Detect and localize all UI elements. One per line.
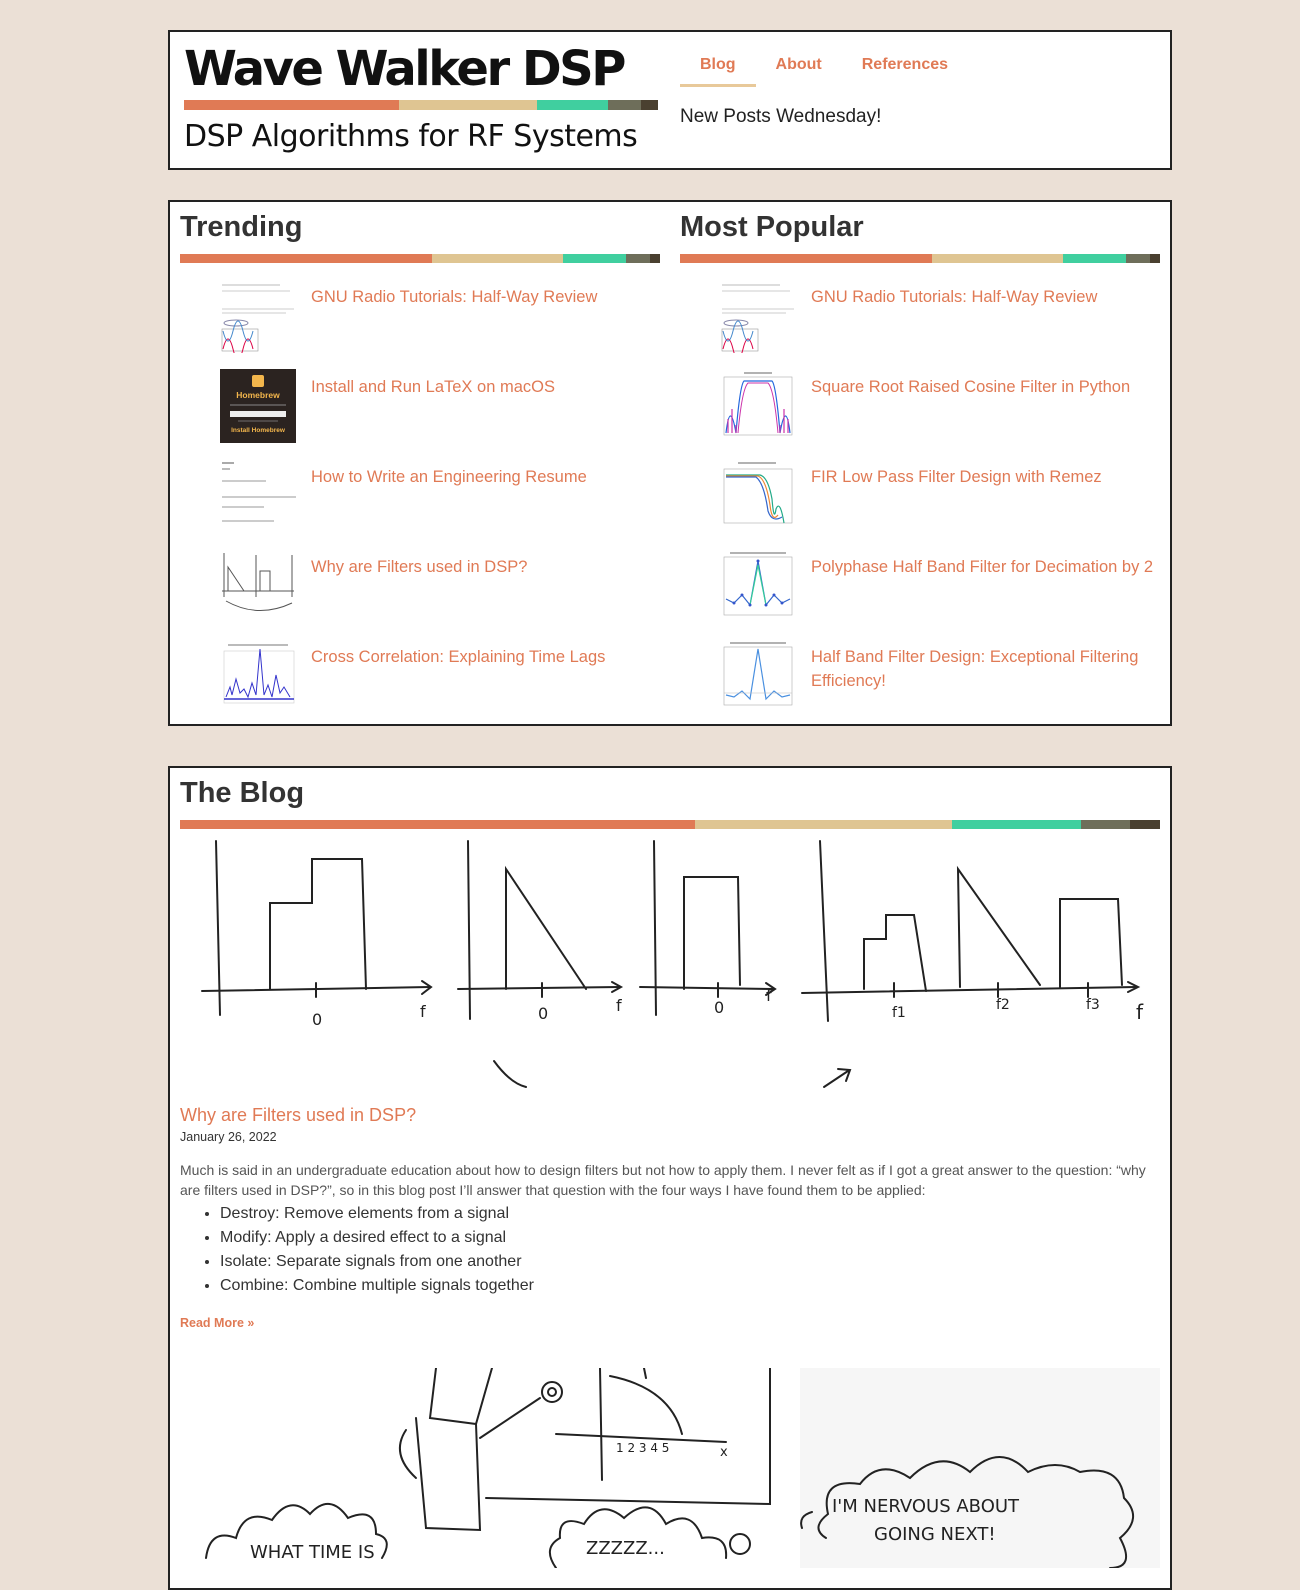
read-more-link[interactable]: Read More » [180,1316,255,1330]
sketch-f3-label: f3 [1086,997,1100,1013]
post-thumbnail[interactable] [720,639,796,713]
nav-about[interactable]: About [775,56,822,73]
thumb-homebrew-label: Homebrew [236,390,280,400]
popular-post-link[interactable]: Half Band Filter Design: Exceptional Filtering Efficiency! [811,648,1139,690]
blog-post-title[interactable]: Why are Filters used in DSP? [180,1105,417,1125]
bullet-item: • Modify: Apply a desired effect to a signal [220,1226,1160,1250]
section-stripe [180,820,1160,829]
blog-post-excerpt: Much is said in an undergraduate education about how to design filters but not how to apply them. I never felt as if I got a great answer to the question: “why are filters used in DSP?”, so in this blog post I’ll answer that question with the four ways I have found them to be applied: [180,1162,1146,1198]
popular-section [680,210,1160,723]
list-item [180,633,660,723]
site-header [168,30,1172,170]
nav-blog[interactable]: Blog [680,52,756,87]
bubble-text-3a: I'M NERVOUS ABOUT [832,1496,1020,1517]
trending-section [180,210,660,723]
sketch-zero-label: 0 [538,1004,549,1023]
list-item [680,453,1160,543]
popular-list [680,273,1160,723]
bubble-text-2: ZZZZZ... [586,1538,665,1559]
thumb-install-label: Install Homebrew [231,427,285,434]
popular-post-link[interactable]: FIR Low Pass Filter Design with Remez [811,468,1102,486]
nav-references[interactable]: References [861,56,949,73]
sketch-x-label: x [720,1445,728,1460]
logo-stripe [184,100,658,110]
list-item [680,273,1160,363]
bullet-item: • Combine: Combine multiple signals together [220,1274,1160,1298]
logo-title: Wave Walker DSP [184,41,624,97]
sketch-f2-label: f2 [996,997,1010,1013]
list-item [180,543,660,633]
blog-title: The Blog [180,777,305,809]
section-stripe [680,254,1160,263]
post-thumbnail[interactable] [220,369,296,443]
post-thumbnail[interactable] [220,549,296,623]
post-thumbnail[interactable] [720,279,796,353]
trending-post-link[interactable]: Why are Filters used in DSP? [311,558,528,576]
blog-post-bullets [180,1202,1160,1298]
list-item [180,273,660,363]
popular-title: Most Popular [680,211,864,243]
popular-post-link[interactable]: GNU Radio Tutorials: Half-Way Review [811,288,1098,306]
post-thumbnail[interactable] [220,639,296,713]
sketch-f1-label: f1 [892,1005,906,1021]
bullet-item: • Isolate: Separate signals from one another [220,1250,1160,1274]
sketch-f-label: f [616,996,622,1015]
post-featured-image[interactable] [180,839,1160,1089]
sketch-f-label: f [766,986,772,1005]
blog-section [168,766,1172,1590]
site-logo[interactable] [184,41,658,154]
trending-title: Trending [180,211,303,243]
tagline: New Posts Wednesday! [680,106,882,127]
trending-post-link[interactable]: How to Write an Engineering Resume [311,468,587,486]
sketch-zero-label: 0 [714,998,725,1017]
trending-post-link[interactable]: Cross Correlation: Explaining Time Lags [311,648,606,666]
sketch-zero-label: 0 [312,1010,323,1029]
list-item [680,633,1160,723]
post-thumbnail[interactable] [220,459,296,533]
trending-post-link[interactable]: GNU Radio Tutorials: Half-Way Review [311,288,598,306]
post-featured-image[interactable] [180,1368,1160,1568]
section-stripe [180,254,660,263]
trending-list [180,273,660,723]
post-thumbnail[interactable] [720,369,796,443]
popular-post-link[interactable]: Square Root Raised Cosine Filter in Python [811,378,1131,396]
sketch-f-label: f [420,1002,426,1021]
bubble-text-1: WHAT TIME IS [250,1542,375,1563]
list-item [180,453,660,543]
post-thumbnail[interactable] [720,459,796,533]
bubble-text-3b: GOING NEXT! [874,1524,996,1545]
blog-post-date: January 26, 2022 [180,1130,277,1144]
list-item [680,543,1160,633]
sketch-axis-numbers: 1 2 3 4 5 [616,1441,670,1455]
trending-popular-panel [168,200,1172,726]
trending-post-link[interactable]: Install and Run LaTeX on macOS [311,378,555,396]
main-nav [680,52,968,87]
post-thumbnail[interactable] [720,549,796,623]
logo-subtitle: DSP Algorithms for RF Systems [184,119,638,154]
list-item [180,363,660,453]
sketch-f-label: f [1136,1000,1144,1024]
list-item [680,363,1160,453]
bullet-item: • Destroy: Remove elements from a signal [220,1202,1160,1226]
post-thumbnail[interactable] [220,279,296,353]
popular-post-link[interactable]: Polyphase Half Band Filter for Decimation by 2 [811,558,1154,576]
